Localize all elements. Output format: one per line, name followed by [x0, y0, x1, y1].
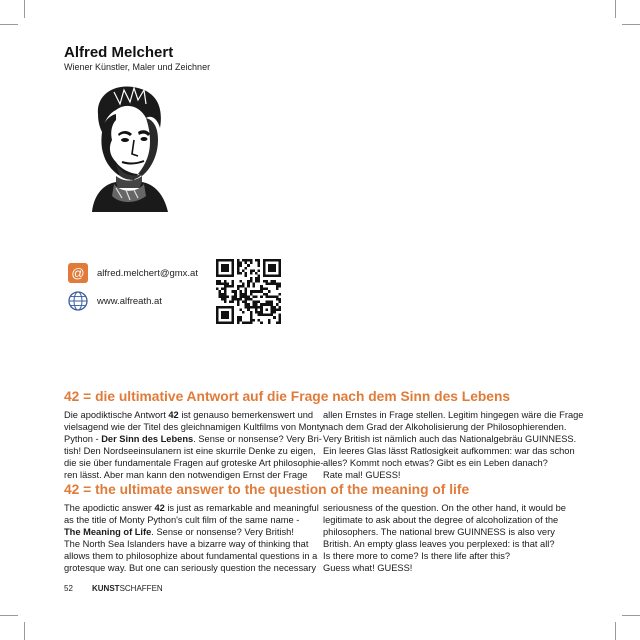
qr-module [245, 262, 248, 265]
qr-module [252, 306, 255, 309]
qr-module [245, 275, 248, 278]
qr-module [258, 319, 261, 322]
qr-module [252, 290, 255, 293]
qr-module [221, 282, 224, 285]
qr-module [252, 319, 255, 322]
qr-module [245, 321, 248, 324]
qr-module [226, 285, 229, 288]
qr-module [242, 269, 245, 272]
crop-mark-tr-v [615, 0, 616, 18]
qr-module [255, 308, 258, 311]
qr-module [250, 269, 253, 272]
qr-module [242, 293, 245, 296]
qr-code[interactable] [216, 259, 281, 324]
qr-module [245, 306, 248, 309]
qr-module [273, 295, 276, 298]
german-text-left: Die apodiktische Antwort 42 ist genauso bemerkenswert und vielsagend wie der Titel des gleichnamigen Kultfilms von Monty Python - Der Sinn des Lebens. Sense or nonsense? Very Bri- tish! Den Nordseeinsulanern ist eine skurrile Denke zu eigen, die sie über fundamentale Fragen auf groteske Art philosophie- ren lässt. Aber man kann den notwendigen Ernst der Frage [64, 410, 324, 480]
qr-module [250, 298, 253, 301]
qr-module [224, 290, 227, 293]
qr-module [219, 282, 222, 285]
qr-module [258, 264, 261, 267]
qr-module [229, 285, 232, 288]
qr-module [232, 298, 235, 301]
qr-module [260, 321, 263, 324]
qr-module [268, 282, 271, 285]
qr-module [221, 264, 229, 272]
qr-module [216, 282, 219, 285]
qr-module [219, 295, 222, 298]
qr-module [250, 277, 253, 280]
qr-module [224, 282, 227, 285]
email-contact[interactable] [68, 263, 198, 283]
qr-module [234, 298, 237, 301]
qr-module [237, 319, 240, 322]
crop-mark-br-v [615, 622, 616, 640]
qr-module [221, 295, 224, 298]
qr-module [255, 303, 258, 306]
qr-module [239, 280, 242, 283]
qr-module [221, 288, 224, 291]
qr-module [258, 306, 261, 309]
qr-module [250, 262, 253, 265]
qr-module [278, 314, 281, 317]
author-name: Alfred Melchert [64, 44, 174, 61]
qr-module [221, 293, 224, 296]
english-text-right: seriousness of the question. On the other hand, it would be legitimate to ask about the degree of alcoholization of the philosophers. The national brew GUINNESS is also very British. An empty glass leaves you perplexed: is that all? Is there more to come? Is there life after this? Guess what! GUESS! [323, 503, 566, 573]
qr-module [255, 311, 258, 314]
qr-module [252, 303, 255, 306]
qr-module [255, 290, 258, 293]
qr-module [247, 306, 250, 309]
qr-module [245, 267, 248, 270]
qr-module [245, 295, 248, 298]
qr-module [250, 259, 253, 262]
qr-module [250, 311, 253, 314]
qr-module [221, 298, 224, 301]
qr-module [224, 288, 227, 291]
qr-module [263, 293, 266, 296]
website-link[interactable]: www.alfreath.at [97, 295, 162, 307]
qr-module [250, 316, 253, 319]
qr-module [245, 293, 248, 296]
qr-module [273, 308, 276, 311]
qr-module [273, 306, 276, 309]
author-portrait [86, 84, 168, 212]
qr-module [242, 282, 245, 285]
qr-module [271, 280, 274, 283]
qr-module [250, 306, 253, 309]
german-heading: 42 = die ultimative Antwort auf die Frage nach dem Sinn des Lebens [64, 389, 511, 404]
qr-module [229, 301, 232, 304]
qr-module [237, 298, 240, 301]
qr-module [255, 277, 258, 280]
qr-module [247, 303, 250, 306]
qr-module [252, 285, 255, 288]
qr-module [273, 282, 276, 285]
qr-module [237, 269, 240, 272]
qr-module [265, 288, 268, 291]
qr-module [219, 293, 222, 296]
crop-mark-br-h [622, 615, 640, 616]
qr-module [237, 316, 240, 319]
qr-module [255, 259, 258, 262]
qr-module [265, 280, 268, 283]
qr-module [237, 264, 240, 267]
qr-module [239, 316, 242, 319]
qr-module [247, 259, 250, 262]
qr-module [265, 295, 268, 298]
qr-module [258, 311, 261, 314]
website-contact[interactable] [68, 291, 162, 311]
english-heading: 42 = the ultimate answer to the question of the meaning of life [64, 482, 470, 497]
qr-module [245, 298, 248, 301]
qr-module [271, 282, 274, 285]
qr-module [252, 295, 255, 298]
qr-module [224, 280, 227, 283]
qr-module [258, 277, 261, 280]
qr-module [232, 285, 235, 288]
qr-module [247, 308, 250, 311]
qr-module [245, 301, 248, 304]
qr-module [247, 295, 250, 298]
qr-module [239, 293, 242, 296]
qr-module [273, 311, 276, 314]
qr-module [265, 301, 268, 304]
qr-module [245, 272, 248, 275]
qr-module [237, 321, 240, 324]
qr-module [278, 316, 281, 319]
qr-module [239, 319, 242, 322]
qr-module [271, 295, 274, 298]
qr-module [260, 290, 263, 293]
qr-module [252, 269, 255, 272]
crop-mark-tr-h [622, 24, 640, 25]
globe-icon [68, 291, 88, 311]
qr-module [239, 264, 242, 267]
qr-module [242, 321, 245, 324]
qr-module [276, 308, 279, 311]
qr-module [250, 319, 253, 322]
qr-module [226, 282, 229, 285]
qr-module [268, 295, 271, 298]
qr-module [250, 293, 253, 296]
qr-module [232, 282, 235, 285]
qr-module [258, 259, 261, 262]
qr-module [221, 311, 229, 319]
svg-text:@: @ [71, 265, 85, 281]
qr-module [276, 298, 279, 301]
qr-module [255, 301, 258, 304]
qr-module [224, 285, 227, 288]
qr-module [278, 301, 281, 304]
qr-module [260, 288, 263, 291]
qr-module [245, 288, 248, 291]
crop-mark-bl-v [24, 622, 25, 640]
qr-module [258, 262, 261, 265]
qr-module [232, 295, 235, 298]
qr-module [258, 301, 261, 304]
qr-module [250, 321, 253, 324]
qr-module [273, 316, 276, 319]
qr-module [242, 285, 245, 288]
qr-module [216, 280, 219, 283]
qr-module [247, 298, 250, 301]
qr-module [242, 259, 245, 262]
qr-module [263, 288, 266, 291]
qr-module [260, 295, 263, 298]
qr-module [278, 308, 281, 311]
qr-module [268, 264, 276, 272]
qr-module [237, 267, 240, 270]
qr-module [258, 275, 261, 278]
qr-module [268, 290, 271, 293]
qr-module [232, 301, 235, 304]
qr-module [276, 282, 279, 285]
footer-brand: KUNSTSCHAFFEN [92, 584, 163, 593]
qr-module [250, 290, 253, 293]
qr-module [224, 301, 227, 304]
qr-module [237, 301, 240, 304]
qr-module [247, 282, 250, 285]
qr-module [239, 272, 242, 275]
qr-module [250, 272, 253, 275]
qr-module [239, 295, 242, 298]
qr-module [234, 293, 237, 296]
qr-module [278, 306, 281, 309]
qr-module [245, 259, 248, 262]
qr-module [234, 290, 237, 293]
qr-module [276, 288, 279, 291]
qr-module [239, 298, 242, 301]
qr-module [263, 280, 266, 283]
qr-module [276, 321, 279, 324]
qr-module [242, 311, 245, 314]
qr-module [278, 321, 281, 324]
qr-module [237, 272, 240, 275]
qr-module [265, 293, 268, 296]
qr-module [278, 285, 281, 288]
crop-mark-tl-v [24, 0, 25, 18]
qr-module [268, 321, 271, 324]
qr-module [255, 306, 258, 309]
qr-module [276, 285, 279, 288]
qr-module [278, 319, 281, 322]
qr-module [242, 295, 245, 298]
qr-module [276, 303, 279, 306]
qr-module [252, 301, 255, 304]
email-link[interactable]: alfred.melchert@gmx.at [97, 267, 198, 279]
qr-module [258, 269, 261, 272]
qr-module [247, 264, 250, 267]
qr-module [239, 308, 242, 311]
qr-module [247, 285, 250, 288]
english-text-left: The apodictic answer 42 is just as remarkable and meaningful as the title of Monty Python's cult film of the same name - The Meaning of Life. Sense or nonsense? Very British! The North Sea Islanders have a bizarre way of thinking that allows them to philosophize about fundamental questions in a grotesque way. But one can seriously question the necessary [64, 503, 319, 573]
qr-module [224, 298, 227, 301]
crop-mark-tl-h [0, 24, 18, 25]
qr-module [255, 295, 258, 298]
qr-module [237, 288, 240, 291]
qr-module [255, 272, 258, 275]
qr-module [239, 262, 242, 265]
qr-module [245, 290, 248, 293]
qr-module [226, 295, 229, 298]
qr-module [234, 295, 237, 298]
qr-module [273, 280, 276, 283]
qr-module [224, 295, 227, 298]
qr-module [247, 321, 250, 324]
qr-module [255, 280, 258, 283]
qr-module [224, 293, 227, 296]
qr-module [219, 290, 222, 293]
qr-module [237, 285, 240, 288]
qr-module [219, 280, 222, 283]
qr-module [237, 259, 240, 262]
qr-module [250, 280, 253, 283]
crop-mark-bl-h [0, 615, 18, 616]
qr-module [258, 290, 261, 293]
page-number: 52 [64, 584, 73, 593]
qr-module [278, 298, 281, 301]
qr-module [250, 314, 253, 317]
author-subtitle: Wiener Künstler, Maler und Zeichner [64, 62, 211, 72]
qr-module [242, 301, 245, 304]
qr-module [278, 293, 281, 296]
qr-module [276, 295, 279, 298]
qr-module [268, 319, 271, 322]
qr-module [247, 280, 250, 283]
qr-module [239, 285, 242, 288]
qr-module [265, 282, 268, 285]
qr-module [232, 280, 235, 283]
qr-module [252, 282, 255, 285]
qr-module [237, 303, 240, 306]
qr-module [237, 262, 240, 265]
qr-module [271, 301, 274, 304]
qr-module [258, 280, 261, 283]
qr-module [216, 288, 219, 291]
qr-module [260, 285, 263, 288]
qr-module [258, 314, 261, 317]
qr-module [278, 282, 281, 285]
qr-module [245, 303, 248, 306]
qr-module [268, 301, 271, 304]
qr-module [265, 308, 268, 311]
qr-module [239, 290, 242, 293]
qr-module [232, 290, 235, 293]
email-icon [68, 263, 88, 283]
german-text-right: allen Ernstes in Frage stellen. Legitim hingegen wäre die Frage nach dem Grad der Alkoholisierung der Philosophierenden. Very British ist nämlich auch das Nationalgebräu GUINNESS. Ein leeres Glas lässt Ratlosigkeit aufkommen: war das schon alles? Kommt noch etwas? Gibt es ein Leben danach? Rate mal! GUESS! [323, 410, 584, 480]
